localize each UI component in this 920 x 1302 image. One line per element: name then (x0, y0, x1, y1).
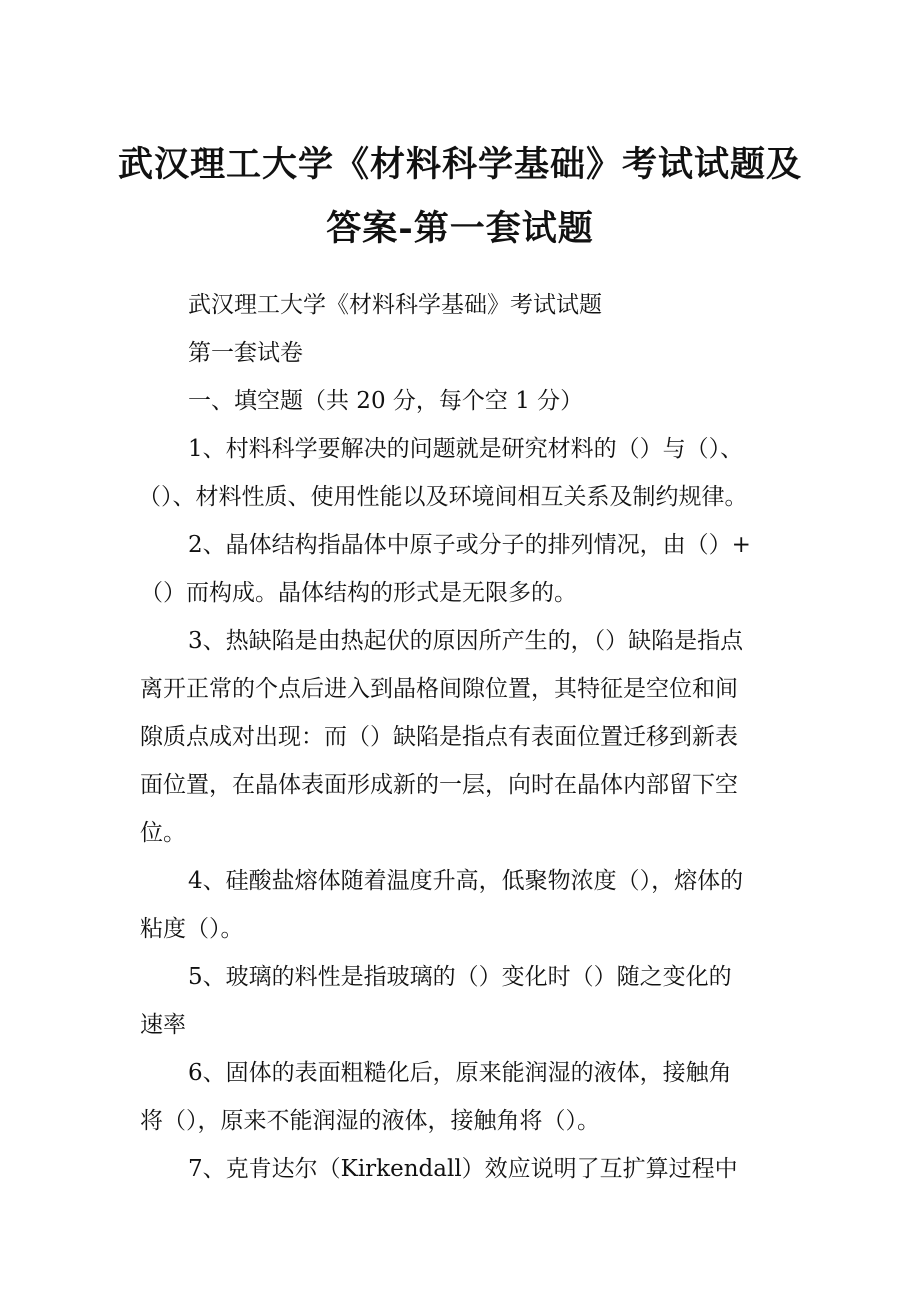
question-1-line-2: （）、材料性质、使用性能以及环境间相互关系及制约规律。 (138, 484, 748, 510)
question-6-line-1: 6、固体的表面粗糙化后，原来能润湿的液体，接触角 (188, 1060, 732, 1086)
question-2-line-2: （）而构成。晶体结构的形式是无限多的。 (140, 580, 577, 606)
paper-set-label: 第一套试卷 (188, 340, 303, 366)
question-3-line-2: 离开正常的个点后进入到晶格间隙位置，其特征是空位和间 (140, 676, 738, 702)
question-3-line-5: 位。 (140, 820, 186, 846)
question-5-line-2: 速率 (140, 1012, 186, 1038)
question-5-line-1: 5、玻璃的料性是指玻璃的（）变化时（）随之变化的 (188, 964, 732, 990)
question-4-line-1: 4、硅酸盐熔体随着温度升高，低聚物浓度（），熔体的 (188, 868, 744, 894)
question-3-line-1: 3、热缺陷是由热起伏的原因所产生的，（）缺陷是指点 (188, 628, 744, 654)
document-title-line-1: 武汉理工大学《材料科学基础》考试试题及 (117, 144, 802, 185)
question-2-line-1: 2、晶体结构指晶体中原子或分子的排列情况，由（）+ (188, 532, 751, 558)
question-3-line-3: 隙质点成对出现：而（）缺陷是指点有表面位置迁移到新表 (140, 724, 738, 750)
question-7-line-1: 7、克肯达尔（Kirkendall）效应说明了互扩算过程中 (188, 1156, 738, 1182)
question-6-line-2: 将（），原来不能润湿的液体，接触角将（）。 (140, 1108, 600, 1134)
question-4-line-2: 粘度（）。 (140, 916, 244, 942)
question-3-line-4: 面位置，在晶体表面形成新的一层，向时在晶体内部留下空 (140, 772, 738, 798)
question-1-line-1: 1、村料科学要解决的问题就是研究材料的（）与（）、 (188, 436, 744, 462)
section-heading: 一、填空题（共 20 分，每个空 1 分） (188, 388, 584, 414)
document-title-line-2: 答案-第一套试题 (326, 208, 594, 249)
subtitle: 武汉理工大学《材料科学基础》考试试题 (188, 292, 602, 318)
